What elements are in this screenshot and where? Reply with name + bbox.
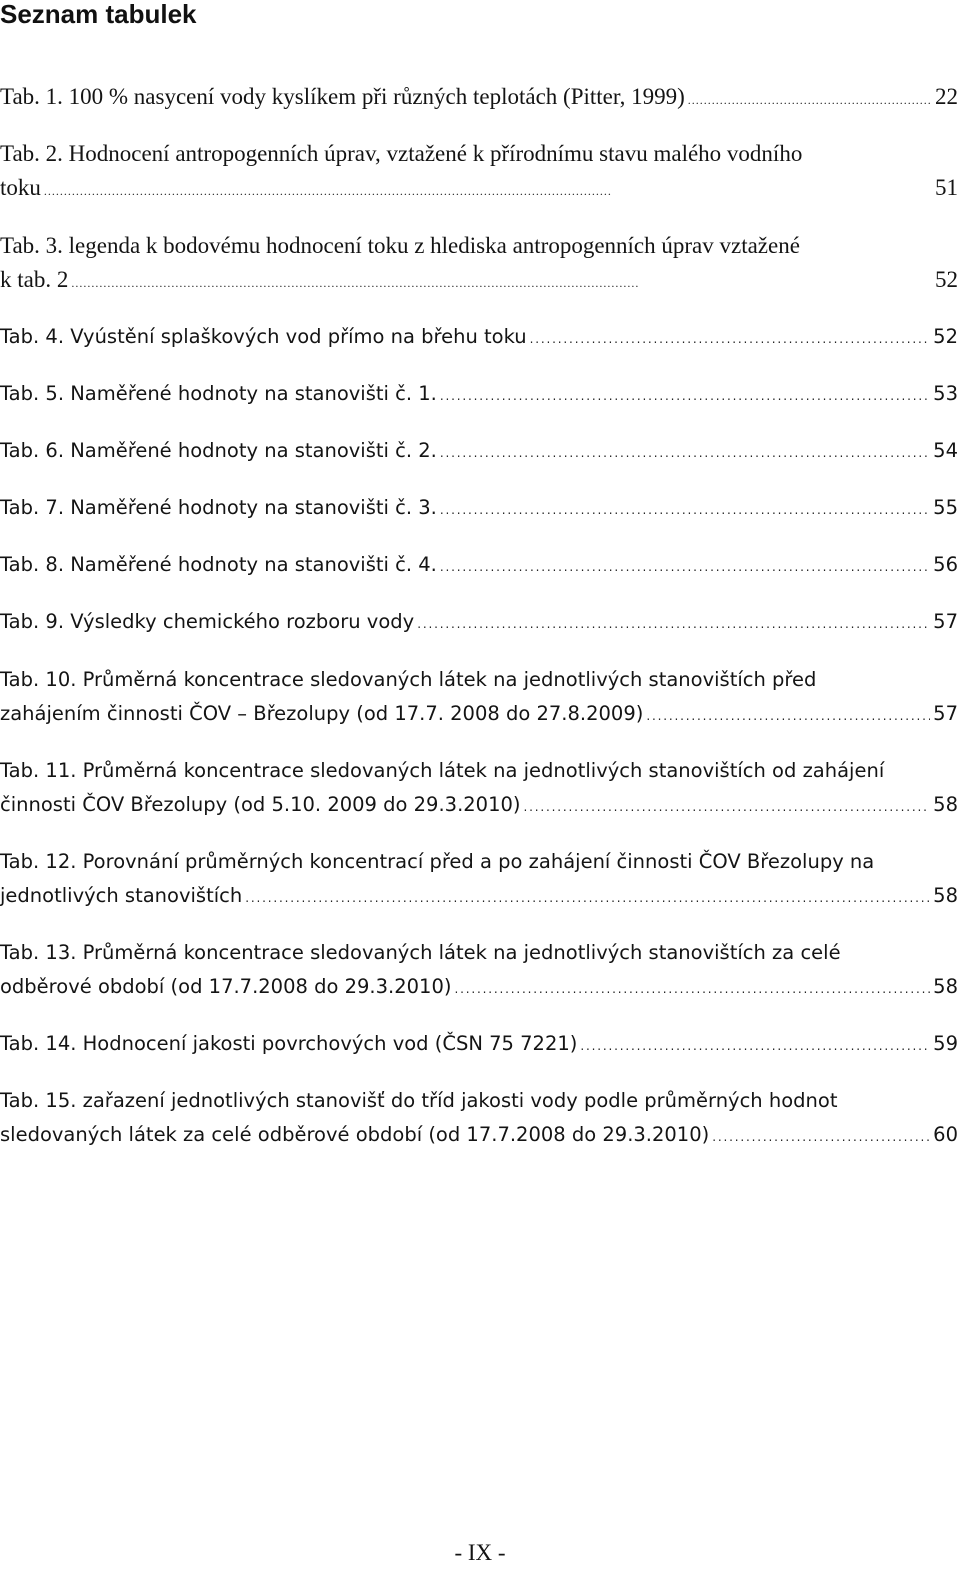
page-ref: 60 <box>933 1123 958 1146</box>
toc-entry-text: sledovaných látek za celé odběrové období (od 17.7.2008 do 29.3.2010) <box>0 1123 710 1146</box>
dot-leader <box>440 550 930 584</box>
toc-entry-text: odběrové období (od 17.7.2008 do 29.3.2010) <box>0 975 452 998</box>
toc-entry-text: Tab. 13. Průměrná koncentrace sledovaných látek na jednotlivých stanovištích za celé <box>0 941 841 964</box>
dot-leader <box>688 83 932 117</box>
toc-entry-row <box>0 1027 958 1061</box>
page-ref: 58 <box>933 975 958 998</box>
toc-entry-row <box>0 697 958 731</box>
toc-entry-row <box>0 491 958 525</box>
toc-entry-text: Tab. 9. Výsledky chemického rozboru vody <box>0 610 415 633</box>
page-ref: 55 <box>933 496 958 519</box>
dot-leader <box>580 1029 930 1063</box>
toc-entry[interactable] <box>0 80 958 114</box>
toc-entry-row <box>0 320 958 354</box>
toc-entry-text: zahájením činnosti ČOV – Březolupy (od 17.7. 2008 do 27.8.2009) <box>0 702 644 725</box>
toc-entry-row <box>0 788 958 822</box>
toc-entry-text: jednotlivých stanovištích <box>0 884 243 907</box>
toc-entry[interactable] <box>0 845 958 913</box>
dot-leader <box>646 699 930 733</box>
toc-entry-row <box>0 879 958 913</box>
page-title: Seznam tabulek <box>0 0 197 29</box>
dot-leader <box>530 322 931 356</box>
dot-leader <box>524 790 931 824</box>
toc-entry-text: Tab. 8. Naměřené hodnoty na stanovišti č. 4. <box>0 553 437 576</box>
dot-leader <box>44 174 932 208</box>
toc-entry-text: k tab. 2 <box>0 267 69 292</box>
page-ref: 57 <box>933 610 958 633</box>
toc-entry[interactable] <box>0 434 958 468</box>
page-number: - IX - <box>454 1540 506 1565</box>
toc-entry-text: Tab. 5. Naměřené hodnoty na stanovišti č. 1. <box>0 382 437 405</box>
page-ref: 56 <box>933 553 958 576</box>
toc-entry[interactable] <box>0 491 958 525</box>
toc-entry-text: Tab. 14. Hodnocení jakosti povrchových vod (ČSN 75 7221) <box>0 1032 578 1055</box>
dot-leader <box>440 379 930 413</box>
toc-entry[interactable] <box>0 320 958 354</box>
dot-leader <box>712 1120 930 1154</box>
toc-entry-row <box>0 605 958 639</box>
page-ref: 53 <box>933 382 958 405</box>
toc-entry[interactable] <box>0 663 958 731</box>
toc-entry-row <box>0 377 958 411</box>
toc-entry-row <box>0 171 958 205</box>
page-ref: 22 <box>935 84 958 109</box>
toc-entry-text: Tab. 15. zařazení jednotlivých stanovišť do tříd jakosti vody podle průměrných hodnot <box>0 1089 838 1112</box>
toc-entry-text: toku <box>0 175 41 200</box>
page-ref: 51 <box>935 175 958 200</box>
page-ref: 52 <box>935 267 958 292</box>
toc-entry-text: Tab. 1. 100 % nasycení vody kyslíkem při různých teplotách (Pitter, 1999) <box>0 84 685 109</box>
toc-entry-text: Tab. 3. legenda k bodovému hodnocení toku z hlediska antropogenních úprav vztažené <box>0 233 800 258</box>
page-ref: 57 <box>933 702 958 725</box>
toc-entry[interactable] <box>0 137 958 205</box>
toc-entry-text: Tab. 4. Vyústění splaškových vod přímo na břehu toku <box>0 325 527 348</box>
toc-entry[interactable] <box>0 229 958 297</box>
toc-entry-text: činnosti ČOV Březolupy (od 5.10. 2009 do 29.3.2010) <box>0 793 521 816</box>
toc-entry-row <box>0 970 958 1004</box>
dot-leader <box>440 436 930 470</box>
toc-entry[interactable] <box>0 605 958 639</box>
toc-entry[interactable] <box>0 936 958 1004</box>
toc-entry-text: Tab. 2. Hodnocení antropogenních úprav, vztažené k přírodnímu stavu malého vodního <box>0 141 803 166</box>
toc-entry-text: Tab. 11. Průměrná koncentrace sledovaných látek na jednotlivých stanovištích od zahájení <box>0 759 885 782</box>
page-ref: 58 <box>933 884 958 907</box>
toc-entry-row <box>0 263 958 297</box>
toc-entry[interactable] <box>0 548 958 582</box>
page-ref: 58 <box>933 793 958 816</box>
toc-entry[interactable] <box>0 1027 958 1061</box>
toc-entry-text: Tab. 6. Naměřené hodnoty na stanovišti č. 2. <box>0 439 437 462</box>
toc-entry-text: Tab. 7. Naměřené hodnoty na stanovišti č. 3. <box>0 496 437 519</box>
dot-leader <box>417 607 930 641</box>
toc-entry-text: Tab. 10. Průměrná koncentrace sledovaných látek na jednotlivých stanovištích před <box>0 668 817 691</box>
toc-entry[interactable] <box>0 754 958 822</box>
toc-entry-row <box>0 548 958 582</box>
page-ref: 59 <box>933 1032 958 1055</box>
page-ref: 54 <box>933 439 958 462</box>
toc-entry-text: Tab. 12. Porovnání průměrných koncentrací před a po zahájení činnosti ČOV Březolupy na <box>0 850 875 873</box>
toc-entry[interactable] <box>0 377 958 411</box>
toc-entry-row <box>0 434 958 468</box>
page-ref: 52 <box>933 325 958 348</box>
toc-entry[interactable] <box>0 1084 958 1152</box>
dot-leader <box>71 266 932 300</box>
dot-leader <box>440 493 930 527</box>
dot-leader <box>245 881 930 915</box>
toc-entry-row <box>0 1118 958 1152</box>
dot-leader <box>454 972 930 1006</box>
toc-entry-row <box>0 80 958 114</box>
